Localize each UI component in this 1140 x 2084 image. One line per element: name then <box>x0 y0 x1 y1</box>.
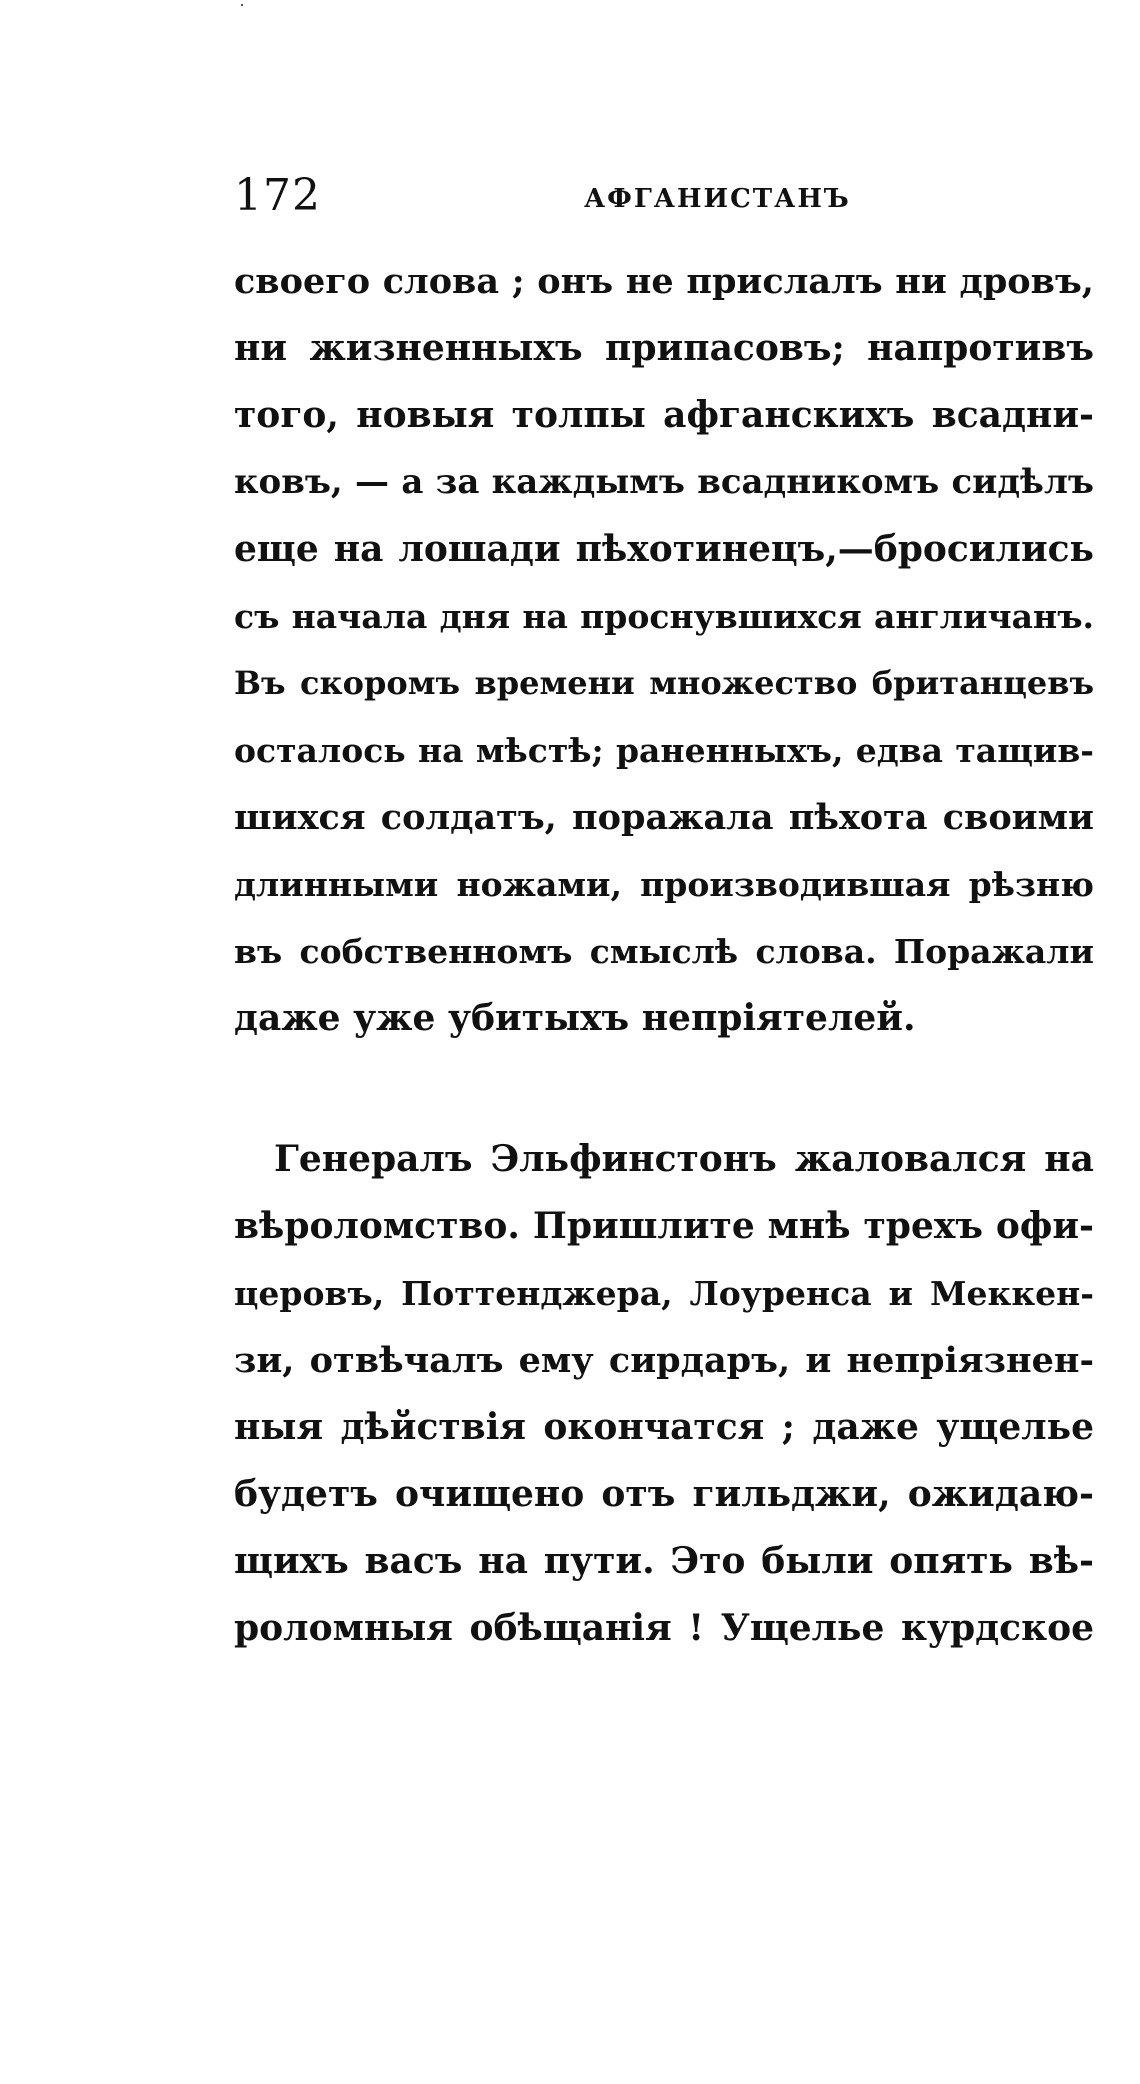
text-line: Генералъ Эльфинстонъ жаловался на <box>274 1138 1094 1180</box>
paragraph-1 <box>234 248 1094 1052</box>
text-line: зи, отвѣчалъ ему сирдаръ, и непріязнен- <box>234 1340 1094 1381</box>
text-line: съ начала дня на проснувшихся англичанъ. <box>234 597 1094 636</box>
text-line: щихъ васъ на пути. Это были опять вѣ- <box>234 1540 1094 1582</box>
text-line: осталось на мѣстѣ; раненныхъ, едва тащив- <box>234 731 1094 770</box>
text-line: въ собственномъ смыслѣ слова. Поражали <box>234 932 1094 971</box>
page-header <box>234 168 1094 228</box>
text-line: будетъ очищено отъ гильджи, ожидаю- <box>234 1473 1094 1515</box>
text-line: еще на лошади пѣхотинецъ,—бросились <box>234 528 1094 570</box>
text-line: церовъ, Поттенджера, Лоуренса и Меккен- <box>234 1274 1094 1313</box>
text-line: вѣроломство. Пришлите мнѣ трехъ офи- <box>234 1205 1094 1247</box>
text-line: своего слова ; онъ не прислалъ ни дровъ, <box>234 261 1094 302</box>
paragraph-2 <box>234 1126 1094 1662</box>
text-line: даже уже убитыхъ непріятелей. <box>234 997 916 1039</box>
text-line: длинными ножами, производившая рѣзню <box>234 865 1094 904</box>
text-line: того, новыя толпы афганскихъ всадни- <box>234 394 1094 436</box>
running-title: АФГАНИСТАНЪ <box>584 184 851 214</box>
scan-speck <box>241 4 243 6</box>
text-line: роломныя обѣщанія ! Ущелье курдское <box>234 1607 1094 1649</box>
text-line: шихся солдатъ, поражала пѣхота своими <box>234 797 1094 838</box>
text-line: Въ скоромъ времени множество британцевъ <box>234 664 1094 702</box>
text-line: ковъ, — а за каждымъ всадникомъ сидѣлъ <box>234 462 1094 502</box>
text-line: ни жизненныхъ припасовъ; напротивъ <box>234 327 1094 369</box>
page-number: 172 <box>234 170 321 221</box>
text-line: ныя дѣйствія окончатся ; даже ущелье <box>234 1406 1094 1448</box>
